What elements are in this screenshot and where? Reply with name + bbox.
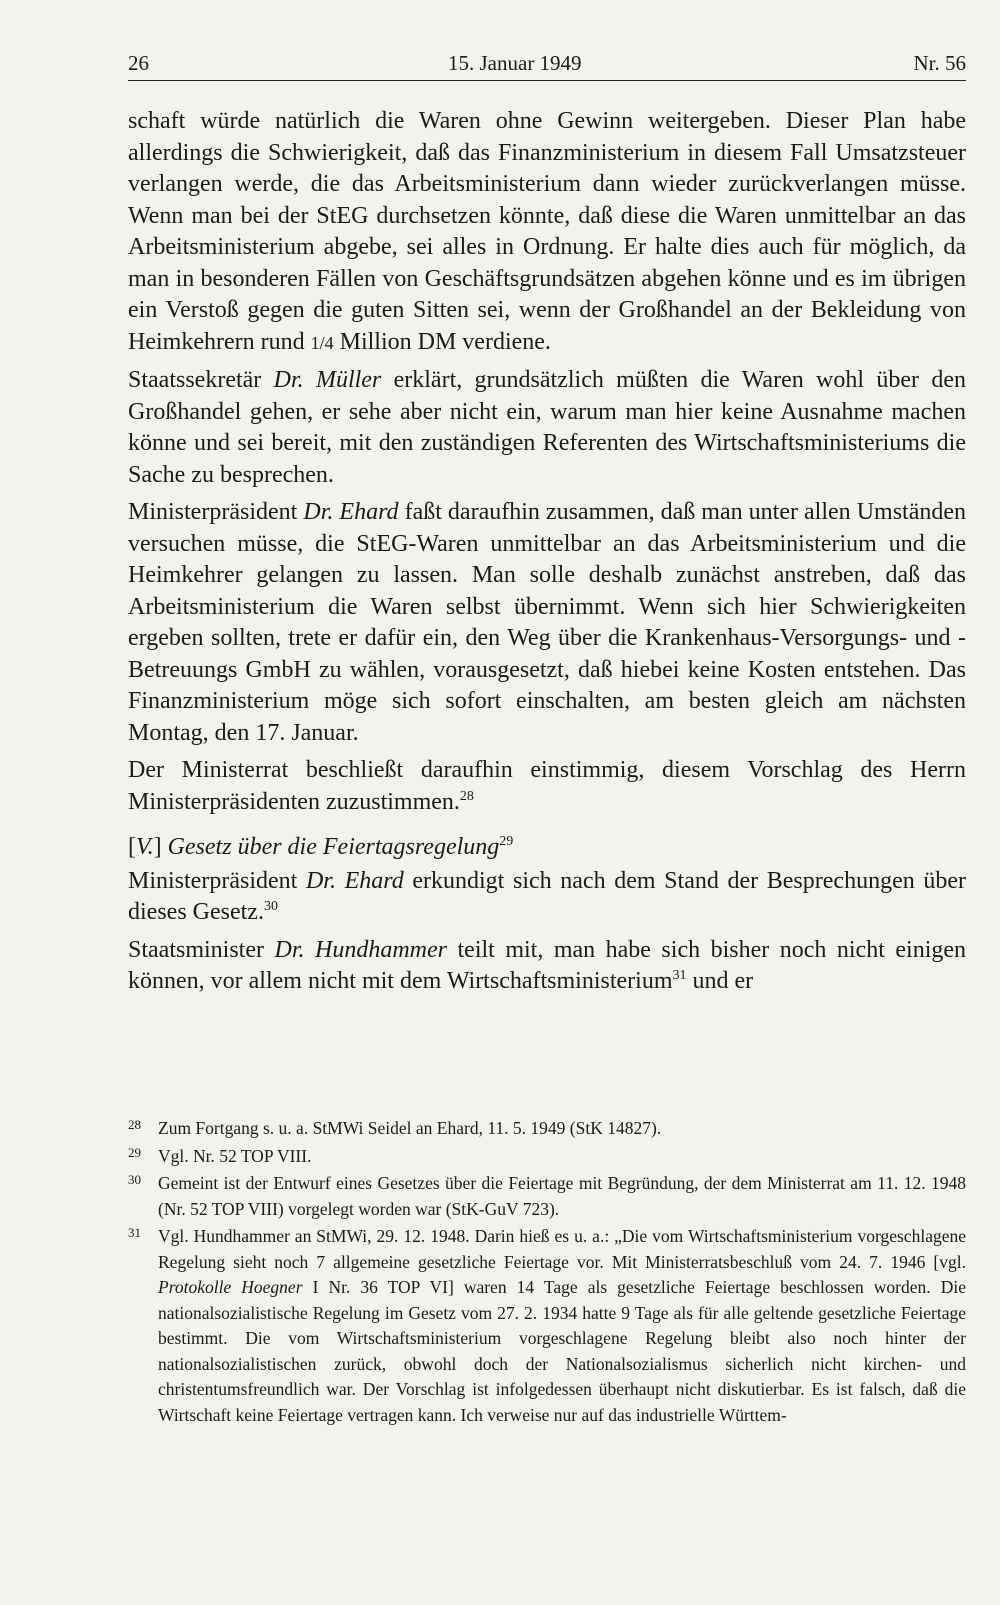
header-date: 15. Januar 1949 bbox=[448, 51, 582, 75]
issue-number: Nr. 56 bbox=[913, 51, 966, 75]
speaker-title: Dr. bbox=[305, 867, 336, 894]
heading-bracket: [ bbox=[128, 834, 136, 860]
speaker-role: Ministerpräsident bbox=[128, 499, 298, 525]
paragraph-4-text: Der Ministerrat beschließt daraufhin einstimmig, diesem Vorschlag des Herrn Ministerpräsidenten zuzustimmen. bbox=[128, 757, 966, 815]
footnote-ref-28: 28 bbox=[459, 788, 474, 804]
footnote-number: 28 bbox=[128, 1117, 141, 1132]
heading-bracket: ] bbox=[153, 834, 162, 860]
footnote-28 bbox=[128, 1116, 966, 1142]
paragraph-2-text: erklärt, grundsätzlich müßten die Waren wohl über den Großhandel gehen, er sehe aber nicht ein, warum man hier keine Ausnahme machen könne und sei bereit, mit den zuständigen Referenten des Wirtschaftsministeriums die Sache zu besprechen. bbox=[128, 367, 967, 488]
footnote-number: 31 bbox=[128, 1225, 141, 1240]
paragraph-1 bbox=[128, 106, 966, 359]
speaker-title: Dr. bbox=[303, 499, 334, 525]
paragraph-4 bbox=[128, 755, 966, 818]
footnote-ref-29: 29 bbox=[499, 834, 514, 849]
footnote-ref-30: 30 bbox=[263, 899, 278, 914]
heading-text: Gesetz über die Feiertagsregelung bbox=[167, 834, 500, 860]
footnote-number: 29 bbox=[128, 1144, 141, 1160]
paragraph-5 bbox=[128, 866, 966, 929]
heading-roman: V. bbox=[136, 834, 154, 860]
footnote-text: Zum Fortgang s. u. a. StMWi Seidel an Ehard, 11. 5. 1949 (StK 14827). bbox=[158, 1118, 662, 1138]
main-text bbox=[128, 106, 966, 998]
footnote-31 bbox=[128, 1224, 966, 1428]
speaker-name: Ehard bbox=[339, 499, 399, 525]
speaker-title: Dr. bbox=[273, 367, 304, 393]
footnote-ref-31: 31 bbox=[672, 968, 687, 983]
footnotes bbox=[128, 1116, 966, 1430]
page-number: 26 bbox=[128, 51, 149, 75]
speaker-role: Staatssekretär bbox=[128, 367, 262, 393]
paragraph-6-text: teilt mit, man habe sich bisher noch nicht einigen können, vor allem nicht mit dem Wirtschaftsministerium bbox=[128, 936, 967, 994]
running-header bbox=[128, 46, 966, 81]
footnote-text: Vgl. Nr. 52 TOP VIII. bbox=[158, 1145, 312, 1166]
paragraph-3-text: faßt daraufhin zusammen, daß man unter allen Umständen versuchen müsse, die StEG-Waren unmittelbar an das Arbeitsministerium und die Heimkehrer gelangen zu lassen. Man solle deshalb zunächst anstreben, daß das Arbeitsministerium die Waren selbst übernimmt. Wenn sich hier Schwierigkeiten ergeben sollten, trete er dafür ein, den Weg über die Krankenhaus-Versorgungs- und -Betreuungs GmbH zu wählen, vorausgesetzt, daß hiebei keine Kosten entstehen. Das Finanzministerium möge sich sofort einschalten, am besten gleich am nächsten Montag, den 17. Januar. bbox=[128, 499, 967, 746]
paragraph-1-end: Million DM verdiene. bbox=[339, 328, 551, 355]
footnote-29 bbox=[128, 1144, 966, 1170]
footnote-30 bbox=[128, 1171, 966, 1222]
section-heading bbox=[128, 832, 966, 864]
fraction: 1/4 bbox=[310, 332, 334, 353]
footnote-text: Gemeint ist der Entwurf eines Gesetzes über die Feiertage mit Begründung, der dem Ministerrat am 11. 12. 1948 (Nr. 52 TOP VIII) vorgelegt worden war (StK-GuV 723). bbox=[158, 1173, 966, 1219]
footnote-citation: Protokolle Hoegner bbox=[158, 1277, 303, 1297]
speaker-role: Staatsminister bbox=[128, 936, 264, 963]
paragraph-2 bbox=[128, 365, 966, 491]
speaker-title: Dr. bbox=[274, 936, 305, 963]
speaker-name: Hundhammer bbox=[315, 936, 447, 963]
speaker-role: Ministerpräsident bbox=[128, 867, 298, 894]
paragraph-5-text: erkundigt sich nach dem Stand der Besprechungen über dieses Gesetz. bbox=[128, 867, 967, 925]
paragraph-6 bbox=[128, 935, 966, 998]
paragraph-3 bbox=[128, 497, 966, 749]
speaker-name: Müller bbox=[315, 367, 382, 393]
footnote-text: Vgl. Hundhammer an StMWi, 29. 12. 1948. Darin hieß es u. a.: „Die vom Wirtschaftsministerium vorgeschlagene Regelung sieht noch 7 allgemeine gesetzliche Feiertage vor. Mit Ministerratsbeschluß vom 24. 7. 1946 [vgl. bbox=[158, 1226, 966, 1272]
footnote-number: 30 bbox=[128, 1172, 141, 1187]
paragraph-1-text: schaft würde natürlich die Waren ohne Gewinn weitergeben. Dieser Plan habe allerdings die Schwierigkeit, daß das Finanzministerium in diesem Fall Umsatzsteuer verlangen werde, die das Arbeitsministerium dann wieder zurückverlangen müsse. Wenn man bei der StEG durchsetzen könnte, daß diese die Waren unmittelbar an das Arbeitsministerium abgebe, sei alles in Ordnung. Er halte dies auch für möglich, da man in besonderen Fällen von Geschäftsgrundsätzen abgehen könne und es im übrigen ein Verstoß gegen die guten Sitten sei, wenn der Großhandel an der Bekleidung von Heimkehrern rund bbox=[128, 108, 966, 355]
footnote-text: I Nr. 36 TOP VI] waren 14 Tage als gesetzliche Feiertage beschlossen worden. Die nationalsozialistische Regelung im Gesetz vom 27. 2. 1934 hatte 9 Tage als für alle geltende gesetzliche Feiertage bestimmt. Die vom Wirtschaftsministerium vorgeschlagene Regelung bleibt also noch hinter der nationalsozialistischen zurück, obwohl doch der Nationalsozialismus sicherlich nicht kirchen- und christentumsfreundlich war. Der Vorschlag ist infolgedessen überhaupt nicht diskutierbar. Es ist falsch, daß die Wirtschaft keine Feiertage vertragen kann. Ich verweise nur auf das industrielle Württem- bbox=[158, 1277, 966, 1425]
paragraph-6-end: und er bbox=[692, 968, 754, 994]
speaker-name: Ehard bbox=[344, 867, 404, 894]
